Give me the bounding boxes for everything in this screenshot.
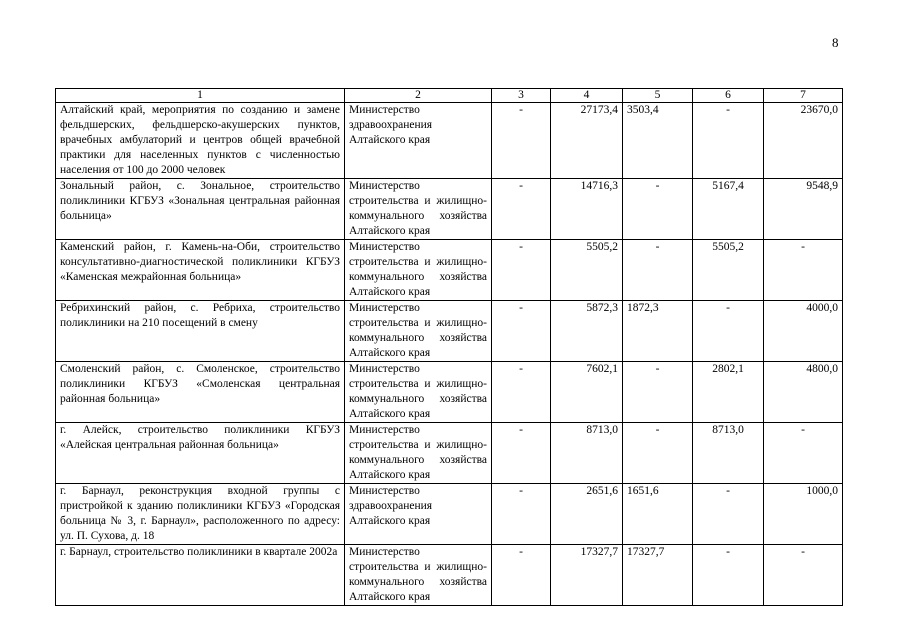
value-col-5: - (623, 179, 693, 240)
value-col-7: 4800,0 (764, 362, 843, 423)
responsible-ministry: Министерство строительства и жилищно-коммунального хозяйства Алтайского края (345, 179, 492, 240)
value-col-3: - (492, 301, 551, 362)
responsible-ministry: Министерство строительства и жилищно-коммунального хозяйства Алтайского края (345, 362, 492, 423)
responsible-ministry: Министерство здравоохранения Алтайского края (345, 484, 492, 545)
value-col-5: 17327,7 (623, 545, 693, 606)
value-col-7: 9548,9 (764, 179, 843, 240)
column-header: 6 (693, 89, 764, 103)
project-description: Каменский район, г. Камень-на-Оби, строительство консультативно-диагностической поликлиники КГБУЗ «Каменская межрайонная больница» (56, 240, 345, 301)
value-col-6: 8713,0 (693, 423, 764, 484)
value-col-6: 5167,4 (693, 179, 764, 240)
project-description: г. Алейск, строительство поликлиники КГБУЗ «Алейская центральная районная больница» (56, 423, 345, 484)
value-col-4: 5872,3 (551, 301, 623, 362)
project-description: Ребрихинский район, с. Ребриха, строительство поликлиники на 210 посещений в смену (56, 301, 345, 362)
table-row (56, 103, 843, 179)
value-col-6: - (693, 103, 764, 179)
header-row (56, 89, 843, 103)
table-row (56, 362, 843, 423)
responsible-ministry: Министерство здравоохранения Алтайского края (345, 103, 492, 179)
project-description: г. Барнаул, строительство поликлиники в квартале 2002а (56, 545, 345, 606)
table-row (56, 545, 843, 606)
table-row (56, 484, 843, 545)
value-col-6: - (693, 484, 764, 545)
column-header: 4 (551, 89, 623, 103)
value-col-3: - (492, 103, 551, 179)
column-header: 1 (56, 89, 345, 103)
value-col-5: 1872,3 (623, 301, 693, 362)
project-description: Зональный район, с. Зональное, строительство поликлиники КГБУЗ «Зональная центральная районная больница» (56, 179, 345, 240)
value-col-3: - (492, 240, 551, 301)
value-col-3: - (492, 545, 551, 606)
value-col-3: - (492, 423, 551, 484)
column-header: 7 (764, 89, 843, 103)
project-description: Алтайский край, мероприятия по созданию и замене фельдшерских, фельдшерско-акушерских пунктов, врачебных амбулаторий и центров общей врачебной практики для населенных пунктов с численностью населения от 100 до 2000 человек (56, 103, 345, 179)
column-header: 3 (492, 89, 551, 103)
column-header: 5 (623, 89, 693, 103)
responsible-ministry: Министерство строительства и жилищно-коммунального хозяйства Алтайского края (345, 423, 492, 484)
value-col-5: - (623, 423, 693, 484)
value-col-7: - (764, 423, 843, 484)
value-col-4: 5505,2 (551, 240, 623, 301)
value-col-4: 27173,4 (551, 103, 623, 179)
value-col-6: 2802,1 (693, 362, 764, 423)
value-col-5: - (623, 362, 693, 423)
table-row (56, 240, 843, 301)
value-col-3: - (492, 484, 551, 545)
table-row (56, 301, 843, 362)
value-col-5: 3503,4 (623, 103, 693, 179)
value-col-6: 5505,2 (693, 240, 764, 301)
project-description: Смоленский район, с. Смоленское, строительство поликлиники КГБУЗ «Смоленская центральная районная больница» (56, 362, 345, 423)
table-row (56, 423, 843, 484)
projects-table (55, 88, 843, 606)
value-col-7: - (764, 545, 843, 606)
value-col-7: - (764, 240, 843, 301)
value-col-4: 17327,7 (551, 545, 623, 606)
value-col-3: - (492, 362, 551, 423)
value-col-4: 7602,1 (551, 362, 623, 423)
value-col-4: 2651,6 (551, 484, 623, 545)
value-col-6: - (693, 545, 764, 606)
responsible-ministry: Министерство строительства и жилищно-коммунального хозяйства Алтайского края (345, 301, 492, 362)
value-col-4: 8713,0 (551, 423, 623, 484)
value-col-5: - (623, 240, 693, 301)
table-row (56, 179, 843, 240)
value-col-6: - (693, 301, 764, 362)
value-col-5: 1651,6 (623, 484, 693, 545)
value-col-4: 14716,3 (551, 179, 623, 240)
page-number: 8 (832, 35, 839, 50)
value-col-7: 23670,0 (764, 103, 843, 179)
value-col-7: 1000,0 (764, 484, 843, 545)
value-col-3: - (492, 179, 551, 240)
value-col-7: 4000,0 (764, 301, 843, 362)
project-description: г. Барнаул, реконструкция входной группы с пристройкой к зданию поликлиники КГБУЗ «Городская больница № 3, г. Барнаул», расположенного по адресу: ул. П. Сухова, д. 18 (56, 484, 345, 545)
responsible-ministry: Министерство строительства и жилищно-коммунального хозяйства Алтайского края (345, 545, 492, 606)
column-header: 2 (345, 89, 492, 103)
responsible-ministry: Министерство строительства и жилищно-коммунального хозяйства Алтайского края (345, 240, 492, 301)
